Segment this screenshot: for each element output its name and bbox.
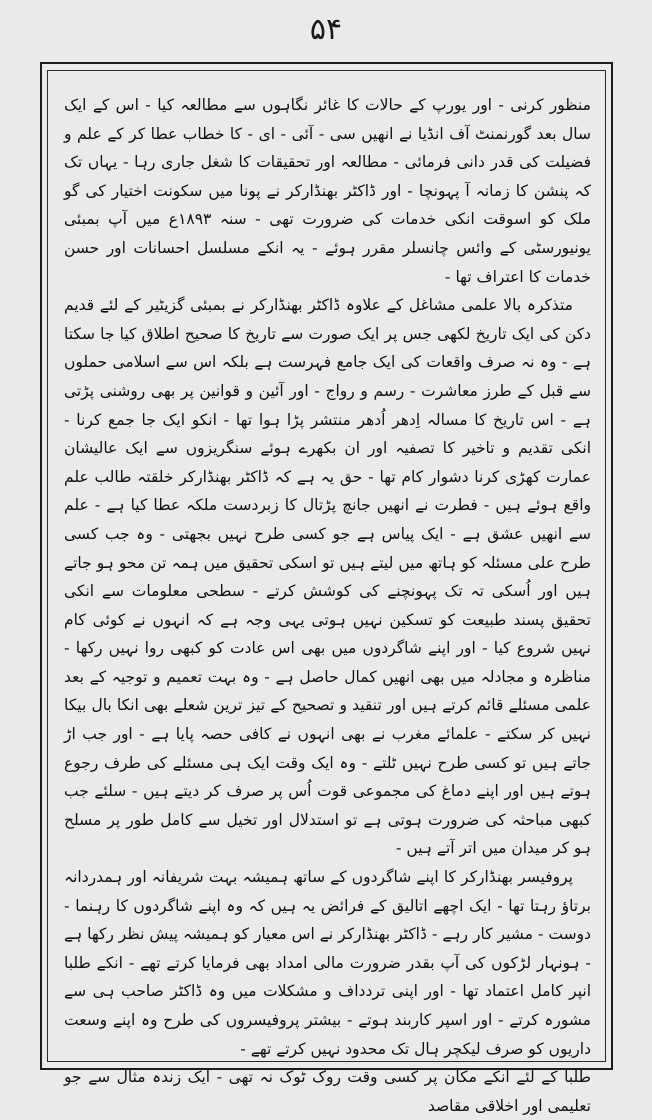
paragraph: منظور کرنی - اور یورپ کے حالات کا غائر نگاہوں سے مطالعہ کیا - اس کے ایک سال بعد گورنمنٹ آف انڈیا نے انھیں سی - آئی - ای - کا خطاب عطا کر کے علم و فضیلت کی قدر دانی فرمائی - مطالعہ اور تحقیقات کا شغل جاری رہا - یہاں تک کہ پنشن کا زمانہ آ پہونچا - اور ڈاکٹر بھنڈارکر نے پونا میں سکونت اختیار کی گو ملک کو اسوقت انکی خدمات کی ضرورت تھی - سنہ ۱۸۹۳ع میں آپ بمبئی یونیورسٹی کے وائس چانسلر مقرر ہوئے - یہ انکے مسلسل احسانات اور حسن خدمات کا اعتراف تھا - [64,96,591,286]
paragraph: پروفیسر بھنڈارکر کا اپنے شاگردوں کے ساتھ ہمیشہ بہت شریفانہ اور ہمدردانہ برتاؤ رہتا تھا - ایک اچھے اتالیق کے فرائض یہ ہیں کہ وہ اپنے شاگردوں کا رہنما - دوست - مشیر کار رہے - ڈاکٹر بھنڈارکر نے اس معیار کو ہمیشہ پیش نظر رکھا ہے - ہونہار لڑکوں کی آپ بقدر ضرورت مالی امداد بھی فرمایا کرتے تھے - انکے طلبا انپر کامل اعتماد تھا - اور اپنی تردداف و مشکلات میں وہ ڈاکٹر صاحب ہی سے مشورہ کرتے - اور اسپر کاربند ہوتے - بیشتر پروفیسروں کی طرح وہ اپنے وسعت داریوں کو صرف لیکچر ہال تک محدود نہیں کرتے تھے - [64,868,591,1058]
page-border [40,62,613,1115]
page-number: ۵۴ [309,12,343,47]
paragraph: متذکرہ بالا علمی مشاغل کے علاوہ ڈاکٹر بھنڈارکر نے بمبئی گزیٹیر کے لئے قدیم دکن کی ایک تاریخ لکھی جس پر ایک صورت سے تاریخ کا صحیح اطلاق کیا جا سکتا ہے - وہ نہ صرف واقعات کی ایک جامع فہرست ہے بلکہ اس سے اسلامی حملوں سے قبل کے طرز معاشرت - رسم و رواج - اور آئین و قوانین پر بھی روشنی پڑتی ہے - اس تاریخ کا مسالہ اِدھر اُدھر منتشر پڑا ہوا تھا - انکو ایک جا جمع کرنا - انکی تقدیم و تاخیر کا تصفیہ اور ان بکھرے ہوئے سنگریزوں سے ایک عالیشان عمارت کھڑی کرنا دشوار کام تھا - حق یہ ہے کہ ڈاکٹر بھنڈارکر خلقتہ طالب علم واقع ہوئے ہیں - فطرت نے انھیں جانچ پڑتال کا زبردست ملکہ عطا کیا ہے - علم سے انھیں عشق ہے - ایک پیاس ہے جو کسی طرح نہیں بجھتی - وہ جب کسی طرح علی مسئلہ کو ہاتھ میں لیتے ہیں تو اسکی تحقیق میں ہمہ تن محو ہو جاتے ہیں اور اُسکی تہ تک پہونچنے کی کوشش کرتے - سطحی معلومات سے انکی تحقیق پسند طبیعت کو تسکین نہیں ہوتی یہی وجہ ہے کہ انہوں نے کوئی کام نہیں شروع کیا - اور اپنے شاگردوں میں بھی اس عادت کو کبھی روا نہیں رکھا - مناظرہ و مجادلہ میں بھی انھیں کمال حاصل ہے - وہ بہت تعمیم و توجیہ کے بعد علمی مسئلے قائم کرتے ہیں اور تنقید و تصحیح کے تیز ترین شعلے بھی انکا بال بیکا نہیں کر سکتے - علمائے مغرب نے بھی انہوں نے کافی حصہ پایا ہے - اور جب اڑ جاتے ہیں تو کسی طرح نہیں ٹلتے - وہ ایک وقت ایک ہی مسئلے کی طرف رجوع ہوتے ہیں اور اپنے دماغ کی مجموعی قوت اُس پر صرف کر دیتے ہیں - سلئے جب کبھی مباحثہ کی ضرورت ہوتی ہے تو استدلال اور تخیل سے کامل طور پر مسلح ہو کر میدان میں اتر آتے ہیں - [64,296,591,858]
body-text [64,91,591,1120]
text-frame [47,70,606,1115]
paragraph: طلبا کے لئے انکے مکان پر کسی وقت روک ٹوک نہ تھی - ایک زندہ مثال سے جو تعلیمی اور اخلاقی مقاصد [64,1068,591,1115]
